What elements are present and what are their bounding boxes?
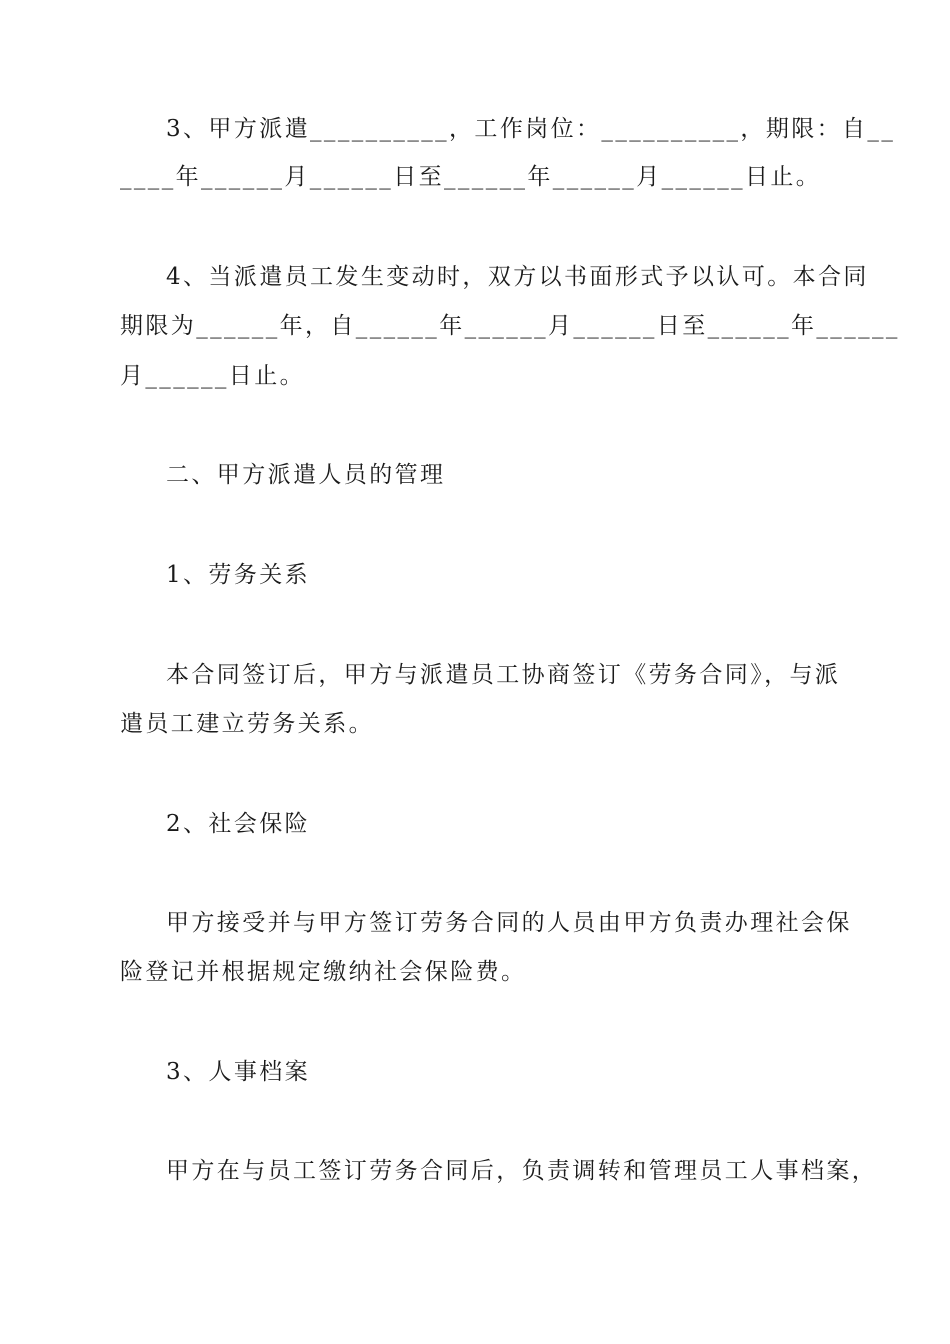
subsection-labor-heading: 1、劳务关系: [166, 562, 311, 588]
insurance-paragraph-line-1: 甲方接受并与甲方签订劳务合同的人员由甲方负责办理社会保: [166, 910, 852, 936]
labor-paragraph-line-2: 遣员工建立劳务关系。: [120, 711, 374, 737]
subsection-insurance-heading: 2、社会保险: [166, 811, 311, 837]
archives-paragraph-line-1: 甲方在与员工签订劳务合同后，负责调转和管理员工人事档案，: [166, 1158, 878, 1184]
clause-3-line-2: ____年______月______日至______年______月______日止。: [120, 164, 822, 190]
insurance-paragraph-line-2: 险登记并根据规定缴纳社会保险费。: [120, 959, 527, 985]
clause-4-line-1: 4、当派遣员工发生变动时，双方以书面形式予以认可。本合同: [166, 264, 869, 290]
clause-3-line-1: 3、甲方派遣__________，工作岗位：__________，期限：自__: [166, 116, 896, 142]
section-2-heading: 二、甲方派遣人员的管理: [166, 462, 446, 488]
labor-paragraph-line-1: 本合同签订后，甲方与派遣员工协商签订《劳务合同》，与派: [166, 662, 841, 688]
clause-4-line-2: 期限为______年，自______年______月______日至______年______: [120, 313, 900, 339]
subsection-archives-heading: 3、人事档案: [166, 1059, 311, 1085]
clause-4-line-3: 月______日止。: [120, 363, 305, 389]
